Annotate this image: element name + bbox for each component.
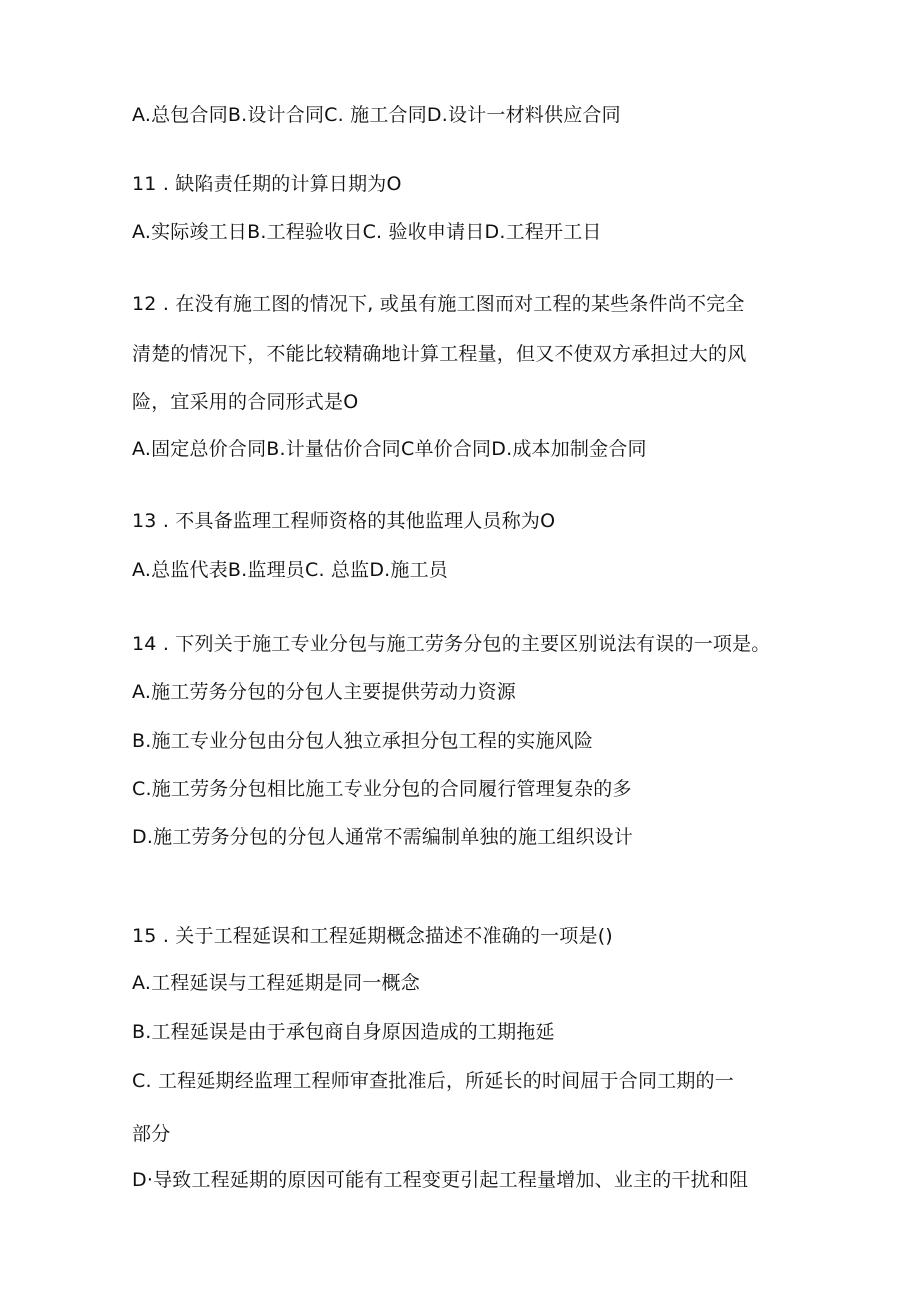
q15-option-c-line1: C. 工程延期经监理工程师审查批准后，所延长的时间屈于合同工期的一 xyxy=(132,1070,734,1092)
q14-option-a: A.施工劳务分包的分包人主要提供劳动力资源 xyxy=(132,681,516,703)
q15-option-b: B.工程延误是由于承包商自身原因造成的工期拖延 xyxy=(132,1021,555,1043)
q14-option-c: C.施工劳务分包相比施工专业分包的合同履行管理复杂的多 xyxy=(132,778,632,800)
q10-options: A.总包合同B.设计合同C. 施工合同D.设计一材料供应合同 xyxy=(132,104,621,126)
q12-stem-line2: 清楚的情况下，不能比较精确地计算工程量，但又不使双方承担过大的风 xyxy=(132,343,747,365)
q14-option-d: D.施工劳务分包的分包人通常不需编制单独的施工组织设计 xyxy=(132,826,634,848)
q13-options: A.总监代表B.监理员C. 总监D.施工员 xyxy=(132,559,448,581)
q15-option-a: A.工程延误与工程延期是同一概念 xyxy=(132,972,420,994)
q12-stem-line3: 险，宜采用的合同形式是O xyxy=(132,391,359,413)
q14-option-b: B.施工专业分包由分包人独立承担分包工程的实施风险 xyxy=(132,730,594,752)
q12-stem-line1: 12 . 在没有施工图的情况下, 或虽有施工图而对工程的某些条件尚不完全 xyxy=(132,293,745,315)
q15-option-c-line2: 部分 xyxy=(132,1123,171,1145)
q15-option-d: D·导致工程延期的原因可能有工程变更引起工程量增加、业主的干扰和阻 xyxy=(132,1169,749,1191)
q13-stem: 13 . 不具备监理工程师资格的其他监理人员称为O xyxy=(132,510,556,532)
q14-stem: 14 . 下列关于施工专业分包与施工劳务分包的主要区别说法有误的一项是。 xyxy=(132,633,771,655)
q12-options: A.固定总价合同B.计量估价合同C单价合同D.成本加制金合同 xyxy=(132,438,647,460)
q11-stem: 11 . 缺陷责任期的计算日期为O xyxy=(132,173,402,195)
q11-options: A.实际竣工日B.工程验收日C. 验收申请日D.工程开工日 xyxy=(132,221,602,243)
q15-stem: 15 . 关于工程延误和工程延期概念描述不准确的一项是() xyxy=(132,925,613,947)
